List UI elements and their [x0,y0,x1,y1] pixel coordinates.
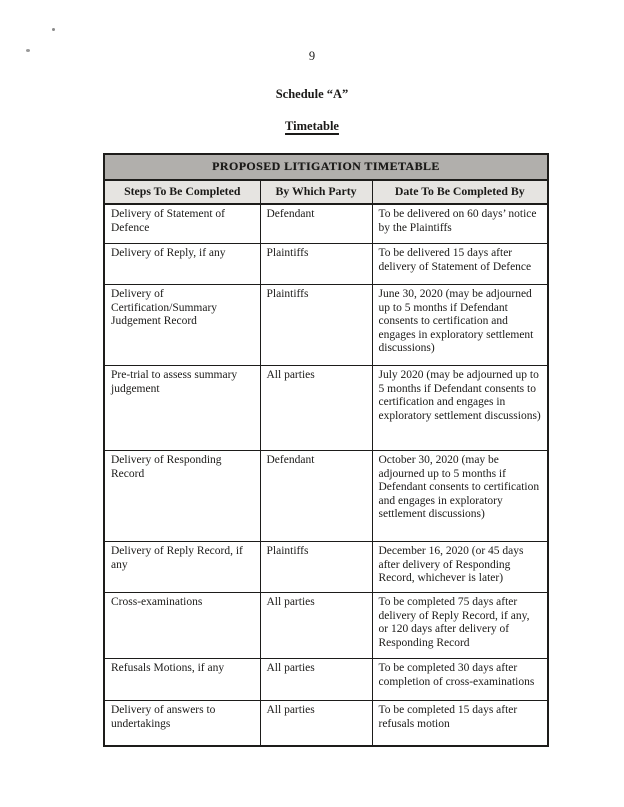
table-column-header-row [104,180,548,204]
proposed-litigation-timetable [103,153,549,747]
table-row [104,593,548,659]
table-row [104,244,548,285]
step-cell: Delivery of Statement of Defence [104,204,260,244]
column-header-date: Date To Be Completed By [372,180,548,204]
date-cell: December 16, 2020 (or 45 days after delivery of Responding Record, whichever is later) [372,542,548,593]
step-cell: Delivery of answers to undertakings [104,701,260,747]
date-cell: July 2020 (may be adjourned up to 5 months if Defendant consents to certification and engages in exploratory settlement discussions) [372,366,548,451]
table-row [104,204,548,244]
date-cell: To be completed 75 days after delivery of Reply Record, if any, or 120 days after delivery of Responding Record [372,593,548,659]
table-row [104,451,548,542]
table-title-row [104,154,548,180]
date-cell: To be completed 30 days after completion of cross-examinations [372,659,548,701]
party-cell: All parties [260,366,372,451]
date-cell: June 30, 2020 (may be adjourned up to 5 months if Defendant consents to certification and engages in exploratory settlement discussions) [372,285,548,366]
party-cell: All parties [260,659,372,701]
date-cell: To be delivered 15 days after delivery of Statement of Defence [372,244,548,285]
scan-speck [26,49,30,52]
step-cell: Pre-trial to assess summary judgement [104,366,260,451]
date-cell: To be delivered on 60 days’ notice by the Plaintiffs [372,204,548,244]
party-cell: All parties [260,593,372,659]
schedule-heading: Schedule “A” [275,87,349,101]
step-cell: Cross-examinations [104,593,260,659]
timetable-heading: Timetable [285,119,339,133]
step-cell: Delivery of Responding Record [104,451,260,542]
step-cell: Delivery of Reply Record, if any [104,542,260,593]
date-cell: October 30, 2020 (may be adjourned up to 5 months if Defendant consents to certification and engages in exploratory settlement discussions) [372,451,548,542]
party-cell: Defendant [260,204,372,244]
table-row [104,366,548,451]
party-cell: All parties [260,701,372,747]
party-cell: Plaintiffs [260,244,372,285]
date-cell: To be completed 15 days after refusals motion [372,701,548,747]
table-row [104,701,548,747]
party-cell: Defendant [260,451,372,542]
step-cell: Delivery of Certification/Summary Judgement Record [104,285,260,366]
column-header-steps: Steps To Be Completed [104,180,260,204]
party-cell: Plaintiffs [260,285,372,366]
scan-speck [52,28,55,31]
table-row [104,659,548,701]
party-cell: Plaintiffs [260,542,372,593]
step-cell: Delivery of Reply, if any [104,244,260,285]
table-row [104,285,548,366]
table-title: PROPOSED LITIGATION TIMETABLE [104,154,548,180]
page-number: 9 [308,49,316,63]
column-header-party: By Which Party [260,180,372,204]
table-row [104,542,548,593]
step-cell: Refusals Motions, if any [104,659,260,701]
